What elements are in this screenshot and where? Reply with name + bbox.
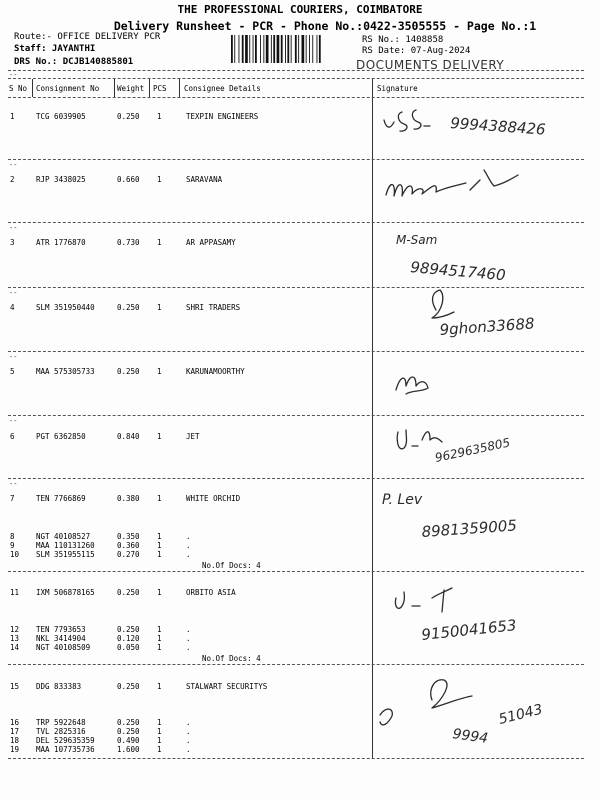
barcode-bar xyxy=(260,35,261,63)
dash-mark: -- xyxy=(9,289,18,297)
serial-number: 18 xyxy=(10,736,20,745)
handwritten-phone: 51043 xyxy=(497,701,545,728)
barcode-bar xyxy=(249,35,250,63)
rule xyxy=(8,78,584,79)
barcode-bar xyxy=(285,35,286,63)
consignment-number: IXM 506878165 xyxy=(36,588,95,597)
pieces: 1 xyxy=(157,432,162,441)
pieces: 1 xyxy=(157,367,162,376)
dash-mark: -- xyxy=(9,480,18,488)
barcode xyxy=(231,35,356,63)
pieces: 1 xyxy=(157,736,162,745)
consignment-number: SLM 351950440 xyxy=(36,303,95,312)
barcode-bar xyxy=(255,35,257,63)
consignment-number: NGT 40108527 xyxy=(36,532,91,541)
no-of-docs: No.Of Docs: 4 xyxy=(202,561,261,570)
documents-delivery-stamp: DOCUMENTS DELIVERY xyxy=(356,58,505,72)
weight: 0.050 xyxy=(117,643,140,652)
drs-number: DRS No.: DCJB140885801 xyxy=(14,57,134,67)
weight: 0.250 xyxy=(117,682,140,691)
consignee-name: . xyxy=(186,718,191,727)
col-weight: Weight xyxy=(117,84,145,93)
serial-number: 13 xyxy=(10,634,20,643)
company-name: THE PROFESSIONAL COURIERS, COIMBATORE xyxy=(177,3,423,16)
serial-number: 5 xyxy=(10,367,15,376)
serial-number: 19 xyxy=(10,745,20,754)
staff-label: Staff: JAYANTHI xyxy=(14,44,96,54)
consignment-number: TEN 7766869 xyxy=(36,494,86,503)
rule xyxy=(8,70,584,71)
consignment-number: ATR 1776870 xyxy=(36,238,86,247)
barcode-bar xyxy=(309,35,310,63)
weight: 0.250 xyxy=(117,303,140,312)
barcode-bar xyxy=(263,35,264,63)
row-separator xyxy=(8,159,584,160)
serial-number: 11 xyxy=(10,588,20,597)
barcode-bar xyxy=(234,35,235,63)
consignee-name: . xyxy=(186,541,191,550)
consignee-name: TEXPIN ENGINEERS xyxy=(186,112,259,121)
consignment-number: MAA 107735736 xyxy=(36,745,95,754)
weight: 0.250 xyxy=(117,625,140,634)
barcode-bar xyxy=(231,35,233,63)
barcode-bar xyxy=(253,35,254,63)
pieces: 1 xyxy=(157,588,162,597)
barcode-bar xyxy=(245,35,248,63)
column-separator xyxy=(149,79,150,97)
row-separator xyxy=(8,571,584,572)
rs-date: RS Date: 07-Aug-2024 xyxy=(362,46,471,56)
pieces: 1 xyxy=(157,175,162,184)
consignment-number: SLM 351955115 xyxy=(36,550,95,559)
runsheet-title: Delivery Runsheet - PCR - Phone No.:0422-3505555 - Page No.:1 xyxy=(113,19,537,33)
handwritten-signatures xyxy=(372,0,597,800)
consignee-name: ORBITO ASIA xyxy=(186,588,236,597)
consignment-number: TVL 2825316 xyxy=(36,727,86,736)
consignee-name: . xyxy=(186,550,191,559)
signature-mark xyxy=(432,290,454,318)
handwritten-phone: 9ghon33688 xyxy=(439,314,536,339)
rs-number: RS No.: 1408858 xyxy=(362,35,444,45)
rule xyxy=(8,97,584,98)
dash-mark: -- xyxy=(9,161,18,169)
pieces: 1 xyxy=(157,745,162,754)
weight: 0.730 xyxy=(117,238,140,247)
dash-mark: -- xyxy=(9,353,18,361)
pieces: 1 xyxy=(157,643,162,652)
col-signature: Signature xyxy=(377,84,418,93)
consignee-name: . xyxy=(186,727,191,736)
serial-number: 8 xyxy=(10,532,15,541)
consignment-number: MAA 110131260 xyxy=(36,541,95,550)
serial-number: 14 xyxy=(10,643,20,652)
barcode-bar xyxy=(266,35,269,63)
column-separator xyxy=(114,79,115,97)
signature-mark xyxy=(397,430,442,449)
consignee-name: JET xyxy=(186,432,200,441)
pieces: 1 xyxy=(157,541,162,550)
weight: 0.660 xyxy=(117,175,140,184)
row-separator xyxy=(8,351,584,352)
barcode-bar xyxy=(298,35,299,63)
serial-number: 10 xyxy=(10,550,20,559)
serial-number: 9 xyxy=(10,541,15,550)
weight: 0.840 xyxy=(117,432,140,441)
column-separator xyxy=(179,79,180,97)
weight: 0.270 xyxy=(117,550,140,559)
signature-mark xyxy=(386,170,518,196)
signature-mark xyxy=(395,588,452,612)
consignee-name: . xyxy=(186,745,191,754)
barcode-bar xyxy=(287,35,289,63)
barcode-bar xyxy=(277,35,280,63)
consignment-number: NKL 3414904 xyxy=(36,634,86,643)
handwritten-name: M-Sam xyxy=(396,233,438,247)
weight: 0.250 xyxy=(117,718,140,727)
barcode-bar xyxy=(242,35,244,63)
barcode-bar xyxy=(273,35,275,63)
pieces: 1 xyxy=(157,625,162,634)
consignee-name: . xyxy=(186,643,191,652)
barcode-bar xyxy=(312,35,313,63)
weight: 0.120 xyxy=(117,634,140,643)
dash-mark: -- xyxy=(9,224,18,232)
pieces: 1 xyxy=(157,718,162,727)
handwritten-name: P. Lev xyxy=(382,492,423,508)
handwritten-phone: 9629635805 xyxy=(433,435,512,465)
weight: 0.490 xyxy=(117,736,140,745)
consignment-number: MAA 575305733 xyxy=(36,367,95,376)
weight: 0.360 xyxy=(117,541,140,550)
pieces: 1 xyxy=(157,550,162,559)
pieces: 1 xyxy=(157,532,162,541)
barcode-bar xyxy=(302,35,305,63)
pieces: 1 xyxy=(157,494,162,503)
row-separator xyxy=(8,478,584,479)
serial-number: 16 xyxy=(10,718,20,727)
col-consignee: Consignee Details xyxy=(184,84,261,93)
row-separator xyxy=(8,415,584,416)
weight: 0.250 xyxy=(117,727,140,736)
pieces: 1 xyxy=(157,238,162,247)
consignee-name: KARUNAMOORTHY xyxy=(186,367,245,376)
consignment-number: NGT 40108509 xyxy=(36,643,91,652)
col-sno: S No xyxy=(9,84,28,93)
barcode-bar xyxy=(239,35,240,63)
barcode-bar xyxy=(319,35,321,63)
row-separator xyxy=(8,664,584,665)
consignee-name: . xyxy=(186,625,191,634)
weight: 0.250 xyxy=(117,588,140,597)
serial-number: 15 xyxy=(10,682,20,691)
weight: 0.250 xyxy=(117,112,140,121)
barcode-bar xyxy=(271,35,272,63)
weight: 0.380 xyxy=(117,494,140,503)
consignee-name: WHITE ORCHID xyxy=(186,494,241,503)
weight: 0.350 xyxy=(117,532,140,541)
barcode-bar xyxy=(281,35,283,63)
barcode-bar xyxy=(306,35,307,63)
col-pcs: PCS xyxy=(153,84,167,93)
col-consignment: Consignment No xyxy=(36,84,100,93)
serial-number: 12 xyxy=(10,625,20,634)
signature-mark xyxy=(396,377,428,394)
pieces: 1 xyxy=(157,682,162,691)
consignment-number: RJP 3438025 xyxy=(36,175,86,184)
serial-number: 4 xyxy=(10,303,15,312)
barcode-bar xyxy=(295,35,297,63)
barcode-bar xyxy=(291,35,292,63)
serial-number: 2 xyxy=(10,175,15,184)
no-of-docs: No.Of Docs: 4 xyxy=(202,654,261,663)
handwritten-phone: 9994388426 xyxy=(449,114,547,139)
dash-mark: -- xyxy=(9,71,18,79)
pieces: 1 xyxy=(157,727,162,736)
column-separator xyxy=(32,79,33,97)
serial-number: 7 xyxy=(10,494,15,503)
consignee-name: SHRI TRADERS xyxy=(186,303,241,312)
row-separator xyxy=(8,758,584,759)
signature-mark xyxy=(384,110,430,131)
pieces: 1 xyxy=(157,303,162,312)
consignee-name: . xyxy=(186,532,191,541)
row-separator xyxy=(8,222,584,223)
pieces: 1 xyxy=(157,112,162,121)
consignee-name: . xyxy=(186,736,191,745)
consignment-number: PGT 6362850 xyxy=(36,432,86,441)
consignee-name: STALWART SECURITYS xyxy=(186,682,268,691)
signature-mark xyxy=(380,680,472,725)
consignment-number: DDG 833383 xyxy=(36,682,82,691)
consignment-number: TRP 5922648 xyxy=(36,718,86,727)
serial-number: 6 xyxy=(10,432,15,441)
handwritten-phone: 9150041653 xyxy=(420,616,518,644)
serial-number: 17 xyxy=(10,727,20,736)
route-label: Route:- OFFICE DELIVERY PCR xyxy=(14,32,161,42)
serial-number: 3 xyxy=(10,238,15,247)
consignment-number: DEL 529635359 xyxy=(36,736,95,745)
barcode-bar xyxy=(317,35,318,63)
consignment-number: TEN 7793653 xyxy=(36,625,86,634)
consignee-name: SARAVANA xyxy=(186,175,223,184)
serial-number: 1 xyxy=(10,112,15,121)
signature-column-divider xyxy=(372,79,373,759)
consignee-name: AR APPASAMY xyxy=(186,238,236,247)
consignment-number: TCG 6039905 xyxy=(36,112,86,121)
weight: 1.600 xyxy=(117,745,140,754)
handwritten-phone: 8981359005 xyxy=(421,516,518,541)
handwritten-phone: 9894517460 xyxy=(409,258,507,285)
handwritten-phone: 9994 xyxy=(451,726,489,747)
consignee-name: . xyxy=(186,634,191,643)
weight: 0.250 xyxy=(117,367,140,376)
dash-mark: -- xyxy=(9,417,18,425)
pieces: 1 xyxy=(157,634,162,643)
row-separator xyxy=(8,287,584,288)
